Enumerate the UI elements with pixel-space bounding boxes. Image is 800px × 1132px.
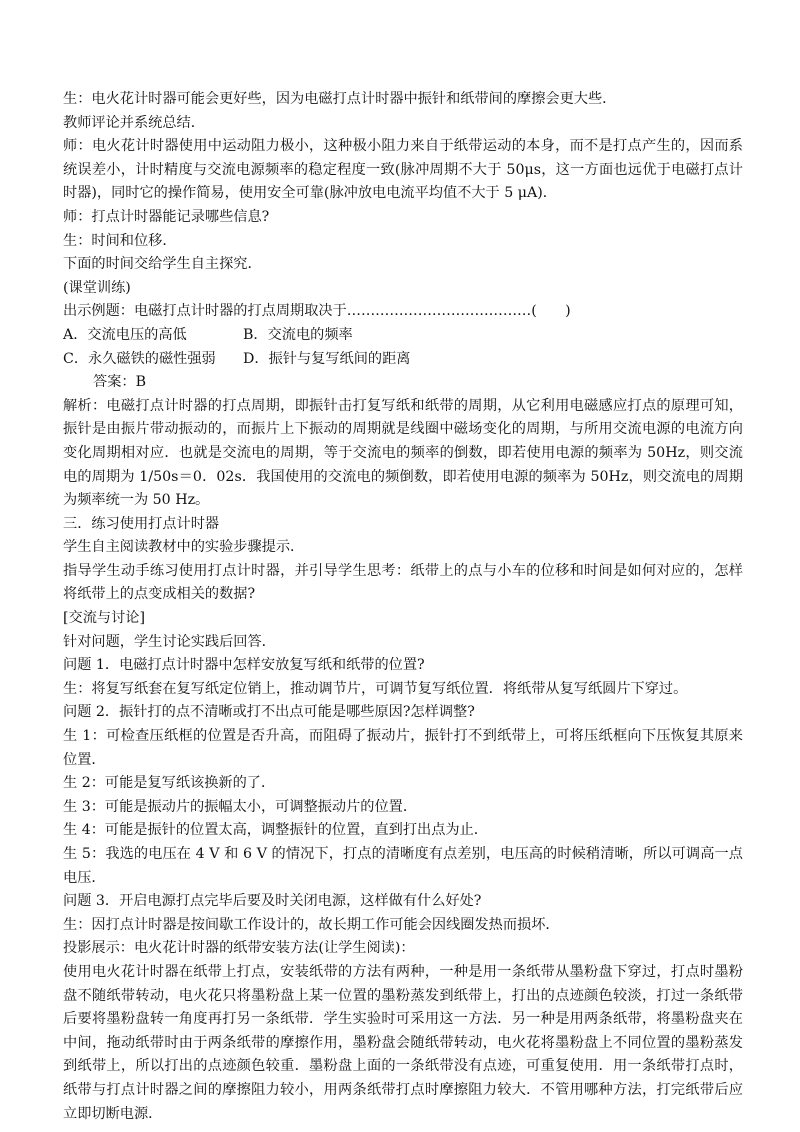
answer-2-student-5: 生 5：我选的电压在 4 V 和 6 V 的情况下，打点的清晰度有点差别，电压高的时候稍清晰，所以可调高一点电压． bbox=[63, 846, 743, 886]
paragraph-tape-installation: 使用电火花计时器在纸带上打点，安装纸带的方法有两种，一种是用一条纸带从墨粉盘下穿过，打点时墨粉盘不随纸带转动，电火花只将墨粉盘上某一位置的墨粉蒸发到纸带上，打出的点迹颜色较淡，打过一条纸带后要将墨粉盘转一角度再打另一条纸带．学生实验时可采用这一方法．另一种是用两条纸带，将墨粉盘夹在中间，拖动纸带时由于两条纸带的摩擦作用，墨粉盘会随纸带转动，电火花将墨粉盘上不同位置的墨粉蒸发到纸带上，所以打出的点迹颜色较重．墨粉盘上面的一条纸带没有点迹，可重复使用．用一条纸带打点时，纸带与打点计时器之间的摩擦阻力较小，用两条纸带打点时摩擦阻力较大．不管用哪种方法，打完纸带后应立即切断电源． bbox=[63, 963, 743, 1122]
paragraph-discussion-intro: 针对问题，学生讨论实践后回答． bbox=[63, 633, 276, 650]
option-b: B．交流电的频率 bbox=[243, 326, 353, 343]
paragraph-student-reply: 生：时间和位移． bbox=[63, 232, 177, 249]
answer-2-student-3: 生 3：可能是振动片的振幅太小，可调整振动片的位置． bbox=[63, 798, 418, 815]
paragraph-guide-practice: 指导学生动手练习使用打点计时器，并引导学生思考：纸带上的点与小车的位移和时间是如何对应的，怎样将纸带上的点变成相关的数据? bbox=[63, 562, 743, 603]
document-page bbox=[63, 88, 743, 1126]
paragraph-teacher-question: 师：打点计时器能记录哪些信息? bbox=[63, 208, 270, 225]
answer-2-student-4: 生 4：可能是振针的位置太高，调整振针的位置，直到打出点为止． bbox=[63, 822, 488, 839]
options-row-2 bbox=[63, 348, 743, 372]
analysis-paragraph: 解析：电磁打点计时器的打点周期，即振针击打复写纸和纸带的周期，从它利用电磁感应打点的原理可知，振针是由振片带动振动的，而振片上下振动的周期就是线圈中磁场变化的周期，与所用交流电源的电流方向变化周期相对应．也就是交流电的周期，等于交流电的频率的倒数，即若使用电源的频率为 50Hz，则交流电的周期为 1/50s＝0．02s．我国使用的交流电的频倒数，即若使用电源的频率为 50Hz，则交流电的周期为频率统一为 50 Hz。 bbox=[63, 397, 743, 509]
question-1: 问题 1．电磁打点计时器中怎样安放复写纸和纸带的位置? bbox=[63, 657, 425, 674]
paragraph-class-training: (课堂训练) bbox=[63, 279, 131, 296]
option-c: C．永久磁铁的磁性强弱 bbox=[63, 350, 216, 367]
paragraph-student-answer: 生：电火花计时器可能会更好些，因为电磁打点计时器中振针和纸带间的摩擦会更大些． bbox=[63, 91, 617, 107]
section-heading-3: 三．练习使用打点计时器 bbox=[63, 515, 220, 532]
projection-heading: 投影展示：电火花计时器的纸带安装方法(让学生阅读)： bbox=[63, 940, 415, 957]
paragraph-read-steps: 学生自主阅读教材中的实验步骤提示． bbox=[63, 539, 305, 556]
answer-2-student-2: 生 2：可能是复写纸该换新的了． bbox=[63, 775, 276, 792]
paragraph-teacher-explanation: 师：电火花计时器使用中运动阻力极小，这种极小阻力来自于纸带运动的本身，而不是打点产生的，因而系统误差小，计时精度与交流电源频率的稳定程度一致(脉冲周期不大于 50μs，这一方面也远优于电磁打点计时器)，同时它的操作简易，使用安全可靠(脉冲放电电流平均值不大于 5 μA)． bbox=[63, 138, 743, 202]
answer-3: 生：因打点计时器是按间歇工作设计的，故长期工作可能会因线圈发热而损坏． bbox=[63, 916, 560, 933]
paragraph-teacher-summary: 教师评论并系统总结． bbox=[63, 114, 205, 131]
discussion-heading: [交流与讨论] bbox=[63, 610, 146, 627]
answer-line: 答案：B bbox=[93, 374, 146, 391]
question-2: 问题 2．振针打的点不清晰或打不出点可能是哪些原因?怎样调整? bbox=[63, 704, 475, 721]
options-row-1 bbox=[63, 324, 743, 348]
question-3: 问题 3．开启电源打点完毕后要及时关闭电源，这样做有什么好处? bbox=[63, 893, 482, 910]
example-question: 出示例题：电磁打点计时器的打点周期取决于…………………………………( ) bbox=[63, 303, 571, 320]
option-a: A．交流电压的高低 bbox=[63, 326, 187, 343]
option-d: D．振针与复写纸间的距离 bbox=[243, 350, 411, 367]
answer-1: 生：将复写纸套在复写纸定位销上，推动调节片，可调节复写纸位置．将纸带从复写纸圆片下穿过。 bbox=[63, 680, 688, 697]
answer-2-student-1: 生 1：可检查压纸框的位置是否升高，而阻碍了振动片，振针打不到纸带上，可将压纸框向下压恢复其原来位置． bbox=[63, 728, 743, 768]
paragraph-self-study: 下面的时间交给学生自主探究． bbox=[63, 256, 262, 273]
